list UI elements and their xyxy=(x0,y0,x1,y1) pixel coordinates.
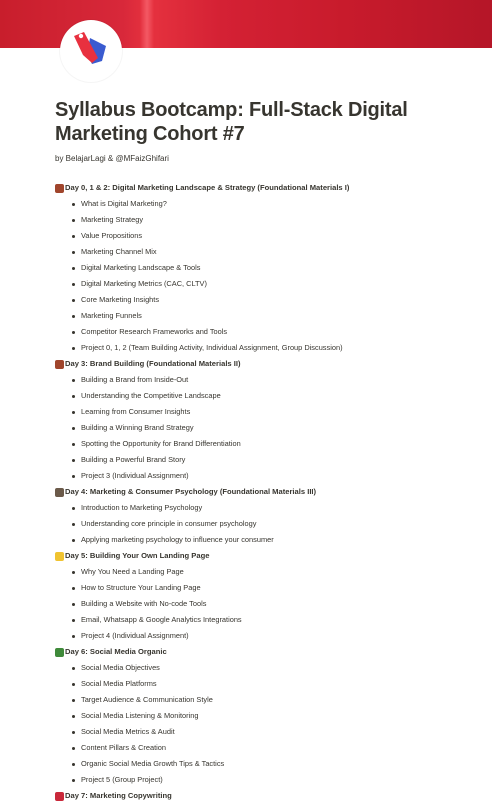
page-header xyxy=(55,98,475,164)
list-item: Email, Whatsapp & Google Analytics Integrations xyxy=(55,612,485,628)
list-item: Digital Marketing Metrics (CAC, CLTV) xyxy=(55,276,485,292)
list-item: Core Marketing Insights xyxy=(55,292,485,308)
section-title: Day 7: Marketing Copywriting xyxy=(65,791,172,800)
list-item: Understanding the Competitive Landscape xyxy=(55,388,485,404)
list-item: Project 3 (Individual Assignment) xyxy=(55,468,485,484)
section-heading xyxy=(55,356,485,372)
section-heading xyxy=(55,548,485,564)
cover-light-streak xyxy=(140,0,154,48)
list-item: Project 0, 1, 2 (Team Building Activity, Individual Assignment, Group Discussion) xyxy=(55,340,485,356)
section-title: Day 4: Marketing & Consumer Psychology (Foundational Materials III) xyxy=(65,487,317,496)
page-title xyxy=(55,98,475,146)
section-title: Day 0, 1 & 2: Digital Marketing Landscape & Strategy (Foundational Materials I) xyxy=(65,183,350,192)
list-item: Social Media Platforms xyxy=(55,676,485,692)
section-title: Day 5: Building Your Own Landing Page xyxy=(65,551,210,560)
list-item: How to Structure Your Landing Page xyxy=(55,580,485,596)
list-item: Marketing Funnels xyxy=(55,308,485,324)
list-item: What is Digital Marketing? xyxy=(55,196,485,212)
list-item: Spotting the Opportunity for Brand Differentiation xyxy=(55,436,485,452)
section-heading xyxy=(55,484,485,500)
page-title-line-2: Marketing Cohort #7 xyxy=(55,123,245,145)
section-heading xyxy=(55,180,485,196)
list-item: Building a Brand from Inside-Out xyxy=(55,372,485,388)
section-title: Day 6: Social Media Organic xyxy=(65,647,167,656)
list-item: Building a Winning Brand Strategy xyxy=(55,420,485,436)
list-item: Content Pillars & Creation xyxy=(55,740,485,756)
page-title-line-1: Syllabus Bootcamp: Full-Stack Digital xyxy=(55,99,408,121)
book-bag-icon xyxy=(55,184,64,193)
list-item: Marketing Channel Mix xyxy=(55,244,485,260)
section-heading xyxy=(55,788,485,804)
list-item: Introduction to Marketing Psychology xyxy=(55,500,485,516)
list-item: Organic Social Media Growth Tips & Tactics xyxy=(55,756,485,772)
syllabus-sections xyxy=(55,180,485,804)
brand-logo-icon xyxy=(70,28,112,72)
list-item: Understanding core principle in consumer psychology xyxy=(55,516,485,532)
list-item: Building a Website with No-code Tools xyxy=(55,596,485,612)
list-item: Marketing Strategy xyxy=(55,212,485,228)
list-item: Why You Need a Landing Page xyxy=(55,564,485,580)
construction-worker-icon xyxy=(55,552,64,561)
list-item: Project 4 (Individual Assignment) xyxy=(55,628,485,644)
pushpin-icon xyxy=(55,792,64,801)
list-item: Project 5 (Group Project) xyxy=(55,772,485,788)
list-item: Learning from Consumer Insights xyxy=(55,404,485,420)
list-item: Target Audience & Communication Style xyxy=(55,692,485,708)
list-item: Competitor Research Frameworks and Tools xyxy=(55,324,485,340)
list-item: Building a Powerful Brand Story xyxy=(55,452,485,468)
tree-icon xyxy=(55,648,64,657)
book-bag-icon xyxy=(55,360,64,369)
list-item: Value Propositions xyxy=(55,228,485,244)
list-item: Social Media Metrics & Audit xyxy=(55,724,485,740)
page-logo xyxy=(60,20,122,82)
detective-icon xyxy=(55,488,64,497)
page-byline: by BelajarLagi & @MFaizGhifari xyxy=(55,154,169,163)
list-item: Social Media Objectives xyxy=(55,660,485,676)
list-item: Digital Marketing Landscape & Tools xyxy=(55,260,485,276)
list-item: Social Media Listening & Monitoring xyxy=(55,708,485,724)
list-item: Applying marketing psychology to influence your consumer xyxy=(55,532,485,548)
section-heading xyxy=(55,644,485,660)
section-title: Day 3: Brand Building (Foundational Materials II) xyxy=(65,359,241,368)
